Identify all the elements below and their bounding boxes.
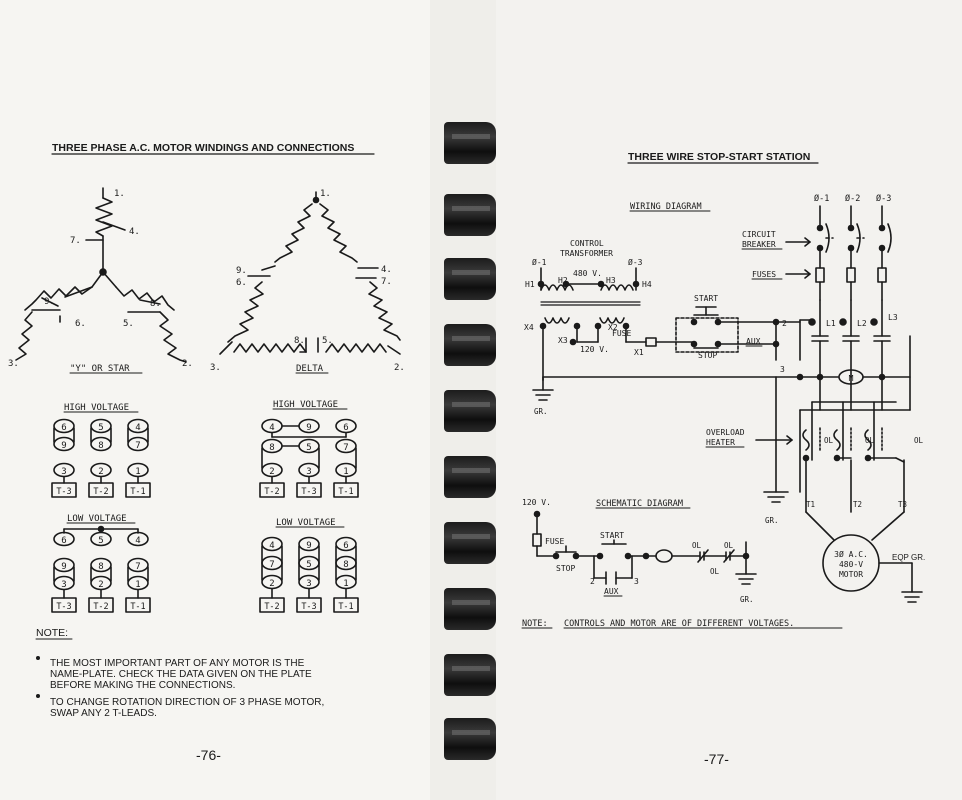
t-lead: T-2 [264,487,280,497]
t-lead-label: T1 [806,500,816,509]
x-terminal: X2 [608,323,618,332]
terminal-number: 5 [306,443,312,453]
delta-low-voltage-table [260,518,358,612]
motor-label: 480-V [838,560,864,569]
y-terminal: 3. [8,359,19,369]
t-lead: T-2 [264,602,280,612]
transformer-phase: Ø-3 [628,258,643,267]
note-label: NOTE: [522,619,548,629]
t-lead: T-3 [301,487,317,497]
terminal-number: 8 [269,443,275,453]
delta-terminal: 7. [381,277,392,287]
note-label: NOTE: [36,627,69,639]
note-line: THE MOST IMPORTANT PART OF ANY MOTOR IS THE [50,658,305,669]
eqp-ground-label: EQP GR. [892,553,926,562]
delta-terminal: 5. [322,336,333,346]
start-label: START [600,531,625,540]
y-terminal: 8. [150,299,161,309]
h-terminal: H4 [642,280,652,289]
ground-label: GR. [765,516,779,525]
note-line: SWAP ANY 2 T-LEADS. [50,708,157,719]
wire-number: 3 [634,577,639,586]
x-terminal: X3 [558,336,568,345]
t-lead: T-3 [56,602,72,612]
delta-terminal: 8. [294,336,305,346]
ground-label: GR. [740,595,754,604]
terminal-number: 1 [343,579,349,589]
terminal-number: 3 [306,579,312,589]
terminal-number: 9 [306,423,312,433]
aux-label: AUX [604,587,619,596]
start-stop-station [676,294,800,374]
y-terminal: 6. [75,319,86,329]
ol-label: OL [824,436,834,445]
y-low-voltage-table [52,514,150,612]
y-terminal: 5. [123,319,134,329]
terminal-number: 2 [269,579,275,589]
line-label: L3 [888,313,898,322]
t-lead-label: T2 [853,500,863,509]
terminal-number: 4 [135,536,141,546]
terminal-number: 8 [98,441,104,451]
t-lead: T-1 [130,487,146,497]
wire-number: 3 [780,365,785,374]
start-label: START [694,294,719,303]
terminal-number: 8 [343,560,349,570]
terminal-number: 6 [61,536,67,546]
terminal-number: 4 [135,423,141,433]
terminal-number: 6 [343,541,349,551]
fuse-label: FUSE [612,329,632,338]
terminal-number: 4 [269,541,275,551]
y-terminal: 9. [44,297,55,307]
page-number: -76- [196,747,221,763]
schematic-voltage: 120 V. [522,498,551,507]
ol-label: OL [914,436,924,445]
overload-heater-label: OVERLOAD [706,428,745,437]
terminal-number: 2 [98,580,104,590]
t-lead: T-2 [93,487,109,497]
wiring-diagram-title: WIRING DIAGRAM [630,202,702,212]
x-terminal: X1 [634,348,644,357]
terminal-number: 1 [135,467,141,477]
t-lead: T-3 [301,602,317,612]
t-lead-label: T3 [898,500,908,509]
t-lead: T-3 [56,487,72,497]
wire-number: 2 [782,319,787,328]
delta-caption: DELTA [296,364,324,374]
x-terminal: X4 [524,323,534,332]
stop-label: STOP [698,351,718,360]
overload-heater-label: HEATER [706,438,735,447]
terminal-number: 8 [98,562,104,572]
ground-label: GR. [534,407,548,416]
schematic-title: SCHEMATIC DIAGRAM [596,499,683,509]
delta-diagram [210,189,405,374]
note-text: CONTROLS AND MOTOR ARE OF DIFFERENT VOLTAGES. [564,619,795,629]
y-terminal: 2. [182,359,193,369]
terminal-number: 3 [61,467,67,477]
page-number: -77- [704,751,729,767]
terminal-number: 7 [135,441,141,451]
transformer-label: TRANSFORMER [560,249,613,258]
line-label: L1 [826,319,836,328]
terminal-number: 7 [269,560,275,570]
table-title: HIGH VOLTAGE [273,400,339,410]
terminal-number: 2 [269,467,275,477]
phase-label: Ø-2 [845,194,861,204]
terminal-number: 9 [61,562,67,572]
h-terminal: H3 [606,276,616,285]
table-title: LOW VOLTAGE [276,518,336,528]
y-terminal: 7. [70,236,81,246]
terminal-number: 3 [61,580,67,590]
motor-label: MOTOR [838,570,864,579]
terminal-number: 6 [61,423,67,433]
circuit-breaker-label: BREAKER [742,240,776,249]
table-title: HIGH VOLTAGE [64,403,130,413]
delta-terminal: 3. [210,363,221,373]
transformer-label: CONTROL [570,239,604,248]
y-star-diagram [8,188,193,374]
note-line: BEFORE MAKING THE CONNECTIONS. [50,680,236,691]
wire-number: 2 [590,577,595,586]
stop-label: STOP [556,564,576,573]
note-line: NAME-PLATE. CHECK THE DATA GIVEN ON THE PLATE [50,669,312,680]
terminal-number: 5 [306,560,312,570]
ol-label: OL [710,567,720,576]
delta-terminal: 6. [236,278,247,288]
delta-terminal: 2. [394,363,405,373]
terminal-number: 9 [61,441,67,451]
bullet [36,694,40,698]
terminal-number: 5 [98,536,104,546]
delta-terminal: 9. [236,266,247,276]
schematic-diagram [522,498,756,604]
primary-voltage: 480 V. [573,269,602,278]
phase-label: Ø-1 [814,194,830,204]
left-page-title: THREE PHASE A.C. MOTOR WINDINGS AND CONNECTIONS [52,142,355,154]
y-terminal: 4. [129,227,140,237]
t-lead: T-2 [93,602,109,612]
terminal-number: 1 [135,580,141,590]
line-label: L2 [857,319,867,328]
t-lead: T-1 [338,487,354,497]
y-high-voltage-table [52,403,150,497]
delta-terminal: 1. [320,189,331,199]
delta-high-voltage-table [260,400,358,497]
h-terminal: H1 [525,280,535,289]
terminal-number: 7 [343,443,349,453]
table-title: LOW VOLTAGE [67,514,127,524]
terminal-number: 9 [306,541,312,551]
ol-label: OL [724,541,734,550]
bullet [36,656,40,660]
delta-terminal: 4. [381,265,392,275]
note-line: TO CHANGE ROTATION DIRECTION OF 3 PHASE MOTOR, [50,697,325,708]
phase-label: Ø-3 [876,194,892,204]
terminal-number: 7 [135,562,141,572]
power-circuit [706,193,925,602]
motor-label: 3Ø A.C. [834,550,868,559]
ol-label: OL [692,541,702,550]
ol-label: OL [865,436,875,445]
secondary-voltage: 120 V. [580,345,609,354]
terminal-number: 2 [98,467,104,477]
h-terminal: H2 [558,276,568,285]
right-page-title: THREE WIRE STOP-START STATION [628,151,811,163]
transformer-phase: Ø-1 [532,258,547,267]
terminal-number: 3 [306,467,312,477]
aux-label: AUX [746,337,761,346]
terminal-number: 6 [343,423,349,433]
terminal-number: 1 [343,467,349,477]
terminal-number: 4 [269,423,275,433]
fuses-label: FUSES [752,270,777,279]
circuit-breaker-label: CIRCUIT [742,230,776,239]
y-terminal: 1. [114,189,125,199]
t-lead: T-1 [338,602,354,612]
terminal-number: 5 [98,423,104,433]
y-caption: "Y" OR STAR [70,364,130,374]
fuse-label: FUSE [545,537,565,546]
t-lead: T-1 [130,602,146,612]
motor-coil-label: M [848,374,854,383]
